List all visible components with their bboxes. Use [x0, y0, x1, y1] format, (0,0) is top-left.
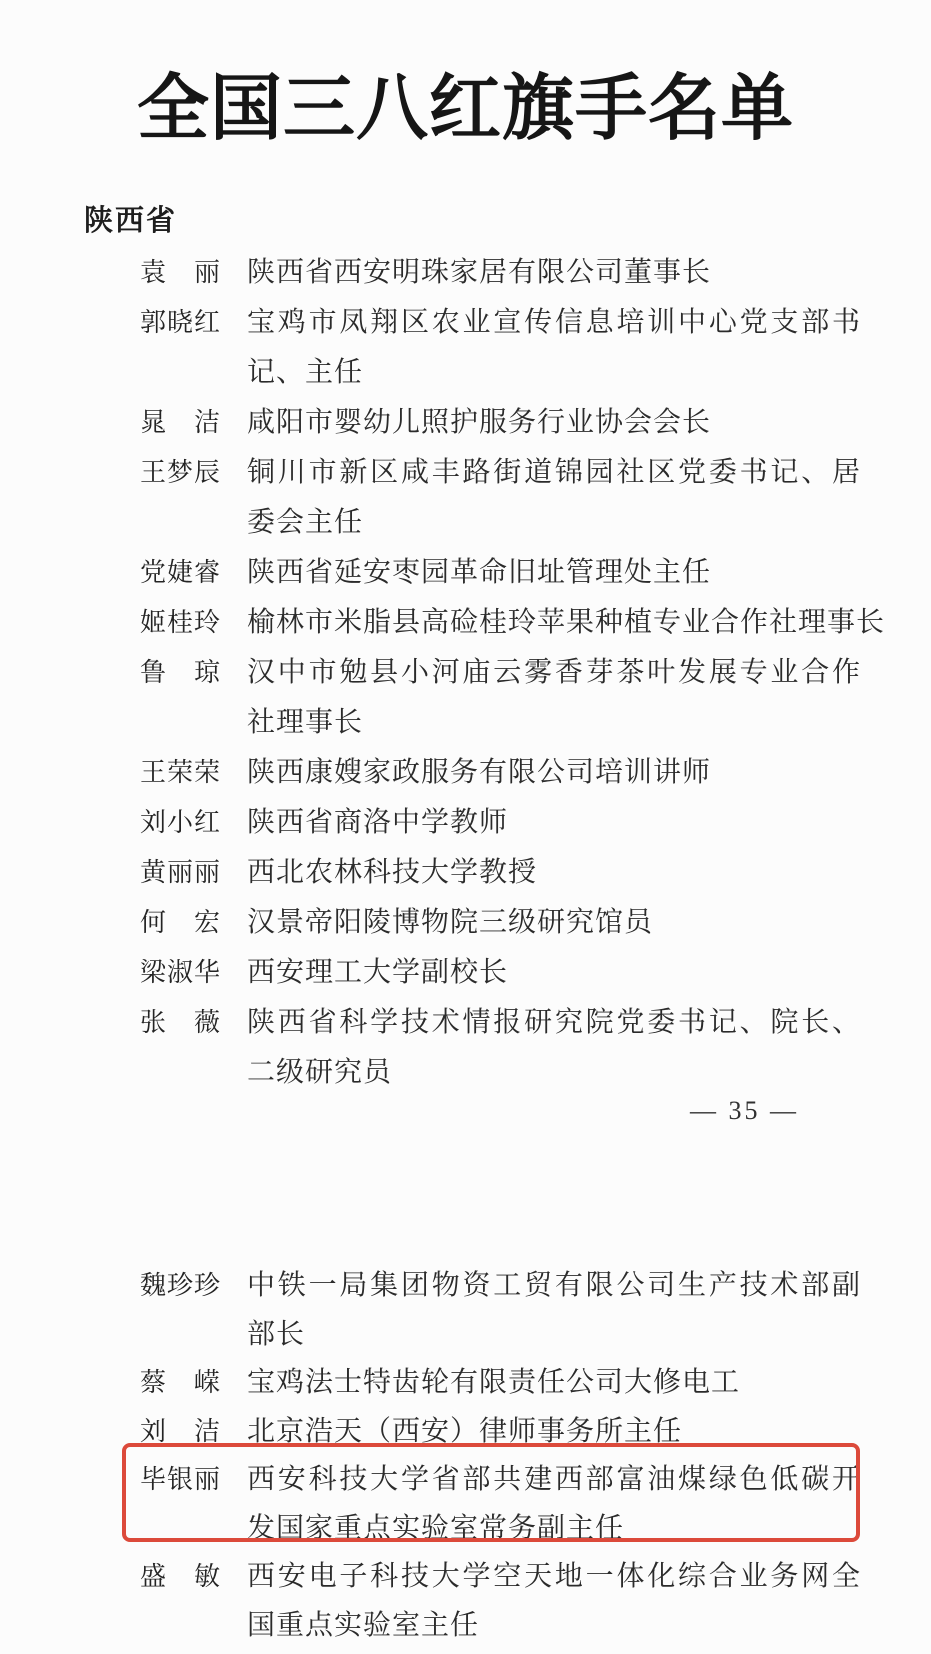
awardee-name: 刘小红 [140, 808, 220, 837]
awardee-name: 黄丽丽 [140, 858, 220, 887]
awardee-position [247, 748, 860, 798]
awardee-entry [140, 898, 860, 948]
awardee-position [247, 648, 860, 748]
position-line: 陕西省科学技术情报研究院党委书记、院长、 [247, 1007, 860, 1038]
awardee-entry [140, 948, 860, 998]
awardee-entry [140, 1408, 860, 1457]
position-line: 西安理工大学副校长 [247, 957, 509, 988]
document-title: 全国三八红旗手名单 [136, 69, 794, 149]
awardee-list-page-1 [140, 248, 886, 1098]
awardee-entry [140, 748, 860, 798]
awardee-name: 何宏 [140, 908, 220, 937]
position-line: 宝鸡法士特齿轮有限责任公司大修电工 [247, 1367, 741, 1398]
awardee-name: 张薇 [140, 1008, 220, 1037]
awardee-entry [140, 1456, 860, 1553]
awardee-entry [140, 848, 860, 898]
position-line: 汉中市勉县小河庙云雾香芽茶叶发展专业合作 [247, 657, 860, 688]
section-header-province: 陕西省 [84, 205, 178, 237]
awardee-position [247, 298, 860, 398]
page-number: — 35 — [690, 1096, 799, 1125]
position-line: 二级研究员 [247, 1057, 393, 1088]
awardee-name: 王梦辰 [140, 458, 220, 487]
position-line: 陕西康嫂家政服务有限公司培训讲师 [247, 757, 712, 788]
position-line: 咸阳市婴幼儿照护服务行业协会会长 [247, 407, 712, 438]
awardee-list-page-2 [140, 1262, 860, 1650]
awardee-entry [140, 448, 860, 548]
awardee-name: 郭晓红 [140, 308, 220, 337]
awardee-position [247, 1553, 860, 1650]
awardee-name: 党婕睿 [140, 558, 220, 587]
awardee-entry [140, 998, 860, 1098]
awardee-entry [140, 1262, 860, 1359]
position-line: 中铁一局集团物资工贸有限公司生产技术部副 [247, 1270, 860, 1301]
awardee-entry [140, 798, 860, 848]
position-line: 榆林市米脂县高硷桂玲苹果种植专业合作社理事长 [247, 607, 886, 638]
position-line: 宝鸡市凤翔区农业宣传信息培训中心党支部书 [247, 307, 860, 338]
awardee-position [247, 1262, 860, 1359]
awardee-position [247, 1456, 860, 1553]
awardee-position [247, 798, 860, 848]
awardee-entry [140, 1359, 860, 1408]
awardee-name: 梁淑华 [140, 958, 220, 987]
position-line: 社理事长 [247, 707, 364, 738]
awardee-name: 蔡嵘 [140, 1368, 220, 1397]
awardee-position [247, 248, 860, 298]
awardee-position [247, 598, 886, 648]
position-line: 西北农林科技大学教授 [247, 857, 538, 888]
awardee-name: 盛敏 [140, 1562, 220, 1591]
awardee-entry [140, 1553, 860, 1650]
position-line: 铜川市新区咸丰路街道锦园社区党委书记、居 [247, 457, 860, 488]
position-line: 北京浩天（西安）律师事务所主任 [247, 1415, 683, 1447]
awardee-name: 刘洁 [140, 1416, 220, 1446]
awardee-position [247, 848, 860, 898]
position-line: 部长 [247, 1318, 306, 1350]
awardee-position [247, 948, 860, 998]
awardee-name: 晁洁 [140, 408, 220, 437]
awardee-name: 毕银丽 [140, 1465, 220, 1494]
awardee-entry [140, 598, 886, 648]
awardee-entry [140, 298, 860, 398]
awardee-entry [140, 548, 860, 598]
awardee-position [247, 398, 860, 448]
awardee-entry [140, 248, 860, 298]
awardee-position [247, 1408, 860, 1457]
awardee-position [247, 448, 860, 548]
position-line: 汉景帝阳陵博物院三级研究馆员 [247, 907, 654, 938]
awardee-position [247, 898, 860, 948]
position-line: 西安电子科技大学空天地一体化综合业务网全 [247, 1561, 860, 1592]
awardee-name: 袁丽 [140, 258, 220, 287]
awardee-position [247, 548, 860, 598]
awardee-entry [140, 398, 860, 448]
position-line: 记、主任 [247, 357, 364, 388]
awardee-name: 姬桂玲 [140, 608, 220, 637]
awardee-name: 鲁琼 [140, 658, 220, 687]
awardee-name: 魏珍珍 [140, 1271, 220, 1300]
awardee-name: 王荣荣 [140, 758, 220, 787]
position-line: 发国家重点实验室常务副主任 [247, 1512, 625, 1544]
awardee-position [247, 1359, 860, 1408]
position-line: 陕西省西安明珠家居有限公司董事长 [247, 257, 712, 288]
position-line: 国重点实验室主任 [247, 1609, 480, 1641]
position-line: 陕西省延安枣园革命旧址管理处主任 [247, 557, 712, 588]
awardee-position [247, 998, 860, 1098]
position-line: 陕西省商洛中学教师 [247, 807, 509, 838]
position-line: 委会主任 [247, 507, 364, 538]
position-line: 西安科技大学省部共建西部富油煤绿色低碳开 [247, 1464, 860, 1495]
awardee-entry [140, 648, 860, 748]
